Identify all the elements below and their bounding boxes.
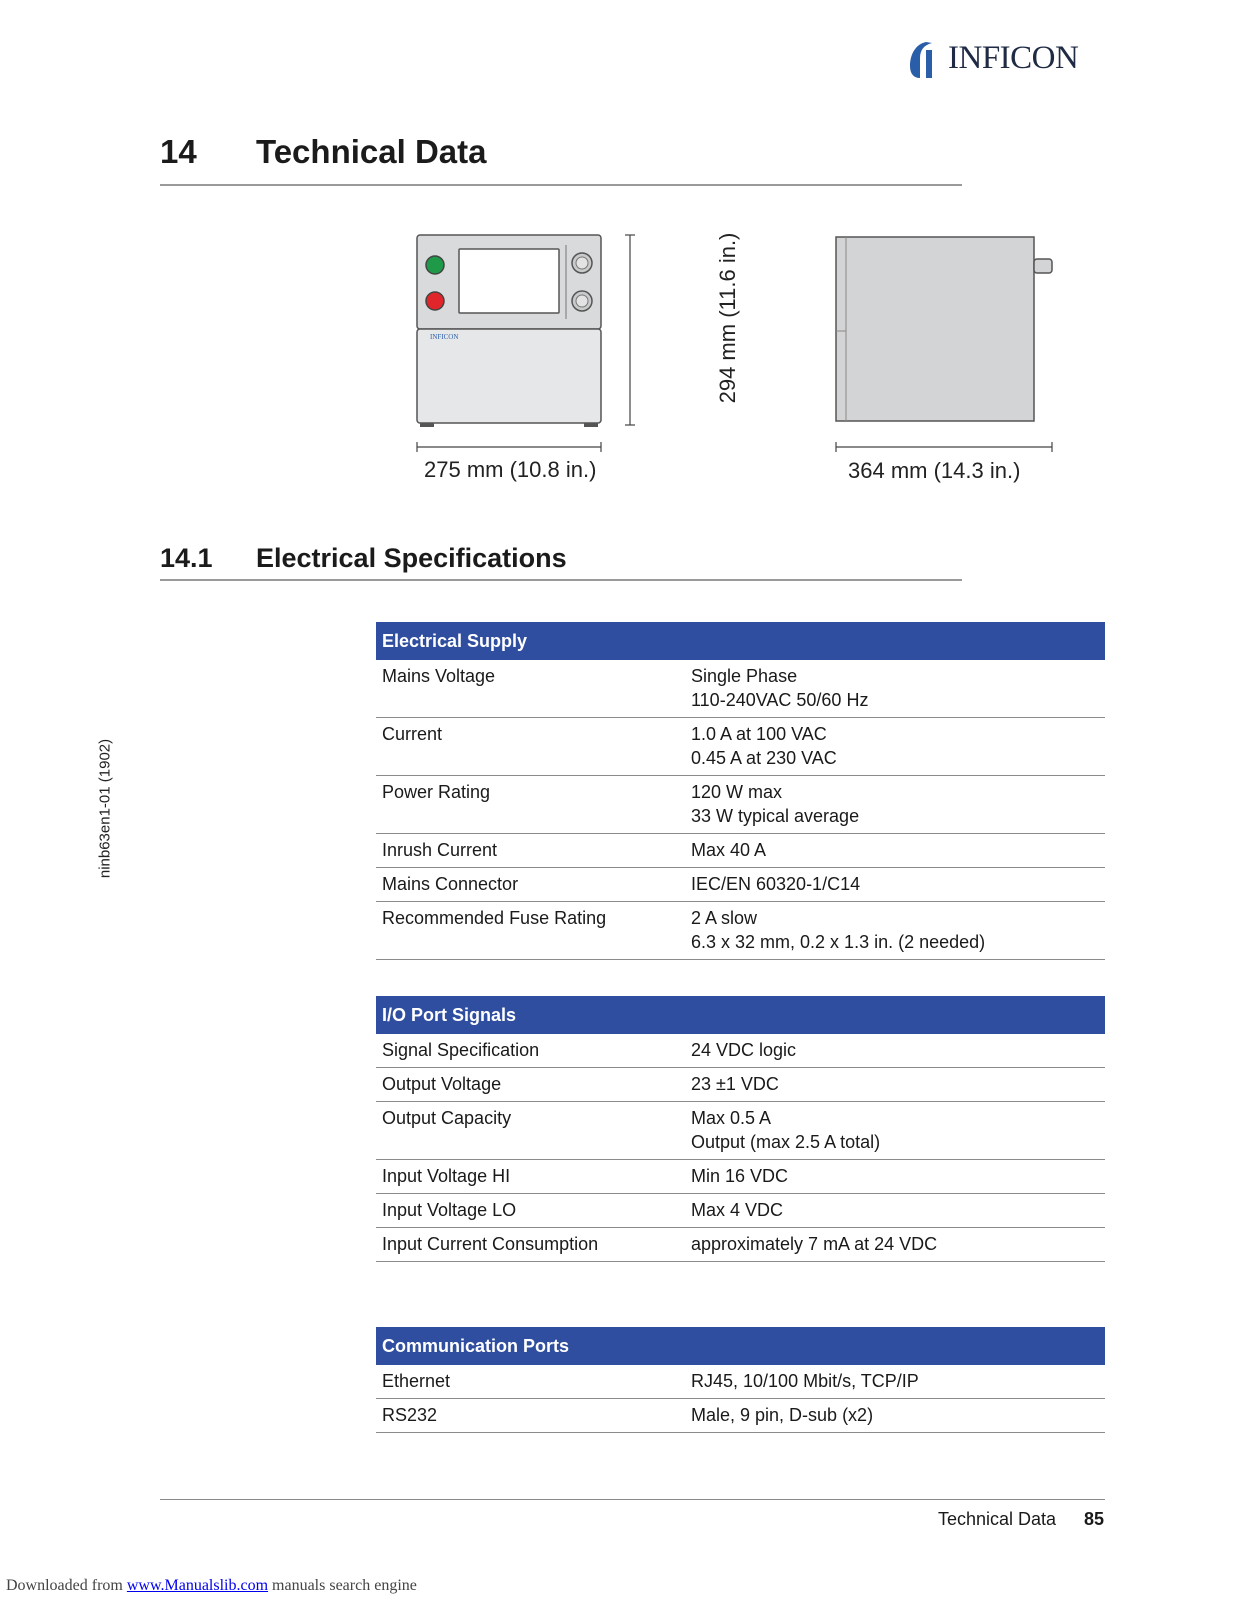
spec-value <box>685 660 1105 718</box>
spec-key: Power Rating <box>376 776 685 834</box>
spec-key: Input Voltage HI <box>376 1160 685 1194</box>
footer-divider <box>160 1499 1105 1500</box>
spec-value-line: 33 W typical average <box>691 806 860 826</box>
inficon-logo-mark-icon <box>906 38 946 82</box>
footer-title: Technical Data <box>938 1509 1057 1529</box>
side-view <box>836 237 1052 452</box>
download-suffix: manuals search engine <box>268 1577 417 1594</box>
spec-value-line: 120 W max <box>691 782 783 802</box>
spec-value-line: 1.0 A at 100 VAC <box>691 724 827 744</box>
section-divider <box>160 579 962 581</box>
communication-ports-table <box>376 1327 1105 1433</box>
spec-value: Male, 9 pin, D-sub (x2) <box>685 1399 1105 1433</box>
spec-key: Signal Specification <box>376 1034 685 1068</box>
side-depth-label: 364 mm (14.3 in.) <box>848 458 1021 483</box>
table-header: Electrical Supply <box>376 622 1105 660</box>
spec-value: IEC/EN 60320-1/C14 <box>685 868 1105 902</box>
table-row <box>376 1160 1105 1194</box>
spec-value-line: 110-240VAC 50/60 Hz <box>691 690 869 710</box>
table-row <box>376 718 1105 776</box>
table-header: I/O Port Signals <box>376 996 1105 1034</box>
red-button-icon <box>426 292 444 310</box>
spec-value <box>685 718 1105 776</box>
chapter-number: 14 <box>160 133 197 170</box>
spec-value <box>685 902 1105 960</box>
green-button-icon <box>426 256 444 274</box>
section-title: Electrical Specifications <box>256 543 567 573</box>
chapter-divider <box>160 184 962 186</box>
front-height-label: 294 mm (11.6 in.) <box>715 232 740 404</box>
page-number: 85 <box>1084 1509 1105 1529</box>
spec-key: Current <box>376 718 685 776</box>
table-row <box>376 1228 1105 1262</box>
spec-value: 24 VDC logic <box>685 1034 1105 1068</box>
table-row <box>376 834 1105 868</box>
table-row <box>376 1068 1105 1102</box>
front-width-label: 275 mm (10.8 in.) <box>424 457 597 482</box>
table-row <box>376 1102 1105 1160</box>
table-row <box>376 776 1105 834</box>
spec-value-line: 0.45 A at 230 VAC <box>691 748 837 768</box>
spec-key: Mains Voltage <box>376 660 685 718</box>
inficon-logo-text: INFICON <box>948 40 1079 76</box>
manualslib-link[interactable]: www.Manualslib.com <box>126 1577 269 1594</box>
panel-logo: INFICON <box>430 333 459 341</box>
document-code: ninb63en1-01 (1902) <box>96 738 114 879</box>
spec-value <box>685 776 1105 834</box>
spec-key: Output Voltage <box>376 1068 685 1102</box>
spec-key: Output Capacity <box>376 1102 685 1160</box>
table-row <box>376 868 1105 902</box>
spec-value <box>685 1102 1105 1160</box>
download-note <box>6 1577 417 1595</box>
dimension-figure <box>400 225 1100 505</box>
spec-value: RJ45, 10/100 Mbit/s, TCP/IP <box>685 1365 1105 1399</box>
section-number: 14.1 <box>160 543 213 573</box>
spec-value: Max 4 VDC <box>685 1194 1105 1228</box>
spec-key: Ethernet <box>376 1365 685 1399</box>
table-row <box>376 660 1105 718</box>
download-prefix: Downloaded from <box>6 1577 127 1594</box>
table-row <box>376 902 1105 960</box>
chapter-title: Technical Data <box>256 133 487 170</box>
spec-value-line: 2 A slow <box>691 908 758 928</box>
table-row <box>376 1399 1105 1433</box>
spec-value-line: Single Phase <box>691 666 798 686</box>
spec-key: Inrush Current <box>376 834 685 868</box>
device-drawing <box>400 225 1100 455</box>
spec-value-line: Max 0.5 A <box>691 1108 772 1128</box>
spec-key: Input Current Consumption <box>376 1228 685 1262</box>
spec-key: Mains Connector <box>376 868 685 902</box>
spec-key: Recommended Fuse Rating <box>376 902 685 960</box>
front-view <box>417 235 635 452</box>
spec-value-line: 6.3 x 32 mm, 0.2 x 1.3 in. (2 needed) <box>691 932 986 952</box>
spec-key: Input Voltage LO <box>376 1194 685 1228</box>
spec-value: Max 40 A <box>685 834 1105 868</box>
spec-value: Min 16 VDC <box>685 1160 1105 1194</box>
spec-value-line: Output (max 2.5 A total) <box>691 1132 881 1152</box>
spec-key: RS232 <box>376 1399 685 1433</box>
io-port-signals-table <box>376 996 1105 1262</box>
table-header: Communication Ports <box>376 1327 1105 1365</box>
table-row <box>376 1365 1105 1399</box>
table-row <box>376 1194 1105 1228</box>
electrical-supply-table <box>376 622 1105 960</box>
inficon-logo <box>906 38 1106 82</box>
spec-value: 23 ±1 VDC <box>685 1068 1105 1102</box>
table-row <box>376 1034 1105 1068</box>
spec-value: approximately 7 mA at 24 VDC <box>685 1228 1105 1262</box>
